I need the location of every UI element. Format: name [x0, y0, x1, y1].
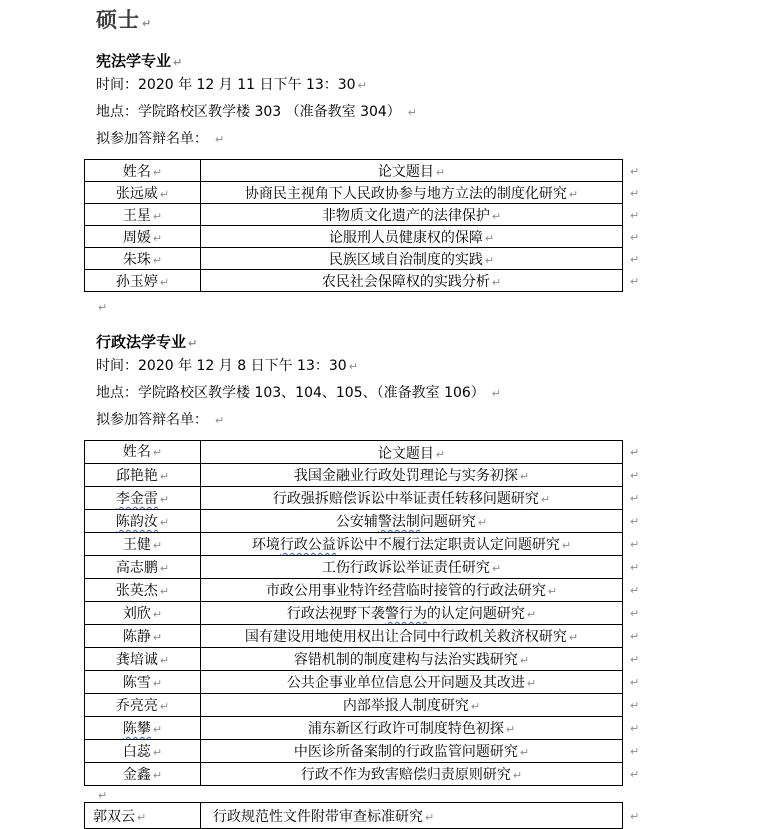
row-end-mark [623, 556, 643, 579]
student-name-cell [85, 803, 201, 829]
row-end-mark [623, 160, 643, 182]
thesis-title-text: 容错机制的制度建构与法治实践研究 [293, 652, 518, 668]
pilcrow-mark: ↵ [159, 275, 170, 289]
page-title-text: 硕士 [96, 8, 140, 32]
thesis-title-text: 论服刑人员健康权的保障 [328, 229, 483, 246]
thesis-title-text: 警法制 [377, 514, 420, 530]
pilcrow-mark: ↵ [159, 700, 170, 713]
table-row [85, 717, 643, 740]
student-name-text: 孙玉婷 [115, 273, 158, 290]
student-name-text: 乔亮亮 [115, 698, 158, 714]
empty-paragraph [96, 292, 758, 319]
thesis-title-text: 协商民主视角下人民政协参与地方立法的制度化研究 [244, 185, 567, 202]
table-row [85, 226, 643, 248]
pilcrow-mark: ↵ [484, 253, 495, 267]
pilcrow-mark: ↵ [630, 676, 640, 689]
header-title-cell [201, 441, 623, 464]
section-heading [96, 333, 758, 353]
pilcrow-mark: ↵ [348, 360, 358, 373]
pilcrow-mark: ↵ [630, 809, 640, 823]
pilcrow-mark: ↵ [630, 515, 640, 528]
student-name-cell [85, 204, 201, 226]
student-name-cell [85, 602, 201, 625]
pilcrow-mark: ↵ [152, 253, 163, 267]
student-name-text: 陈静 [122, 629, 151, 645]
pilcrow-mark: ↵ [630, 722, 640, 735]
student-name-text: 张英杰 [115, 583, 158, 599]
thesis-title-cell [201, 648, 623, 671]
thesis-title-text: 农民社会保障权的实践分析 [321, 273, 490, 290]
pilcrow-mark: ↵ [470, 700, 481, 713]
pilcrow-mark: ↵ [215, 133, 225, 146]
row-end-mark [623, 671, 643, 694]
header-title-text: 论文题目 [377, 446, 434, 462]
table-row [85, 740, 643, 763]
list-label-text: 拟参加答辩名单： [96, 131, 208, 147]
list-label-line [96, 126, 758, 153]
thesis-title-text: 的认定问题研究 [426, 606, 525, 622]
table-row [85, 270, 643, 292]
student-name-cell [85, 464, 201, 487]
student-name-text: 白蕊 [122, 744, 151, 760]
thesis-title-text: 行政不作为致害赔偿归责原则研究 [300, 767, 511, 783]
row-end-mark [623, 270, 643, 292]
thesis-title-text: 问题研究 [419, 514, 476, 530]
thesis-title-text: 中医诊所备案制的行政监管问题研究 [293, 744, 518, 760]
list-label-text: 拟参加答辩名单： [96, 412, 208, 428]
thesis-title-text: 诉讼中不履行法定职责认定问题研究 [335, 537, 560, 553]
thesis-title-text: 国有建设用地使用权出让合同中行政机关救济权研究 [244, 629, 567, 645]
thesis-title-cell [201, 803, 623, 829]
row-end-mark [623, 204, 643, 226]
time-line [96, 353, 758, 380]
table-row [85, 204, 643, 226]
student-name-cell [85, 270, 201, 292]
thesis-title-cell [201, 248, 623, 270]
empty-paragraph [96, 786, 758, 802]
pilcrow-mark: ↵ [512, 769, 523, 782]
table-row [85, 510, 643, 533]
defense-table-administrative [84, 440, 643, 786]
student-name-text: 张远威 [115, 185, 158, 202]
section-heading-text: 宪法学专业 [96, 52, 172, 70]
thesis-title-text: 公安辅 [335, 514, 378, 530]
row-end-mark [623, 763, 643, 786]
pilcrow-mark: ↵ [159, 585, 170, 598]
pilcrow-mark: ↵ [519, 654, 530, 667]
pilcrow-mark: ↵ [630, 492, 640, 505]
row-end-mark [623, 533, 643, 556]
pilcrow-mark: ↵ [152, 539, 163, 552]
student-name-cell [85, 763, 201, 786]
student-name-cell [85, 579, 201, 602]
pilcrow-mark: ↵ [630, 561, 640, 574]
thesis-title-cell [201, 204, 623, 226]
pilcrow-mark: ↵ [519, 746, 530, 759]
pilcrow-mark: ↵ [630, 607, 640, 620]
pilcrow-mark: ↵ [630, 538, 640, 551]
pilcrow-mark: ↵ [435, 448, 446, 461]
thesis-title-text: 工伤行政诉讼举证责任研究 [321, 560, 490, 576]
place-text: 地点：学院路校区教学楼 303 （准备教室 304） [96, 104, 401, 120]
student-name-cell [85, 510, 201, 533]
student-name-cell [85, 556, 201, 579]
student-name-text: 李金雷 [115, 491, 158, 507]
thesis-title-cell [201, 671, 623, 694]
thesis-title-text: 行政强拆赔偿诉讼中举证责任转移问题研究 [272, 491, 539, 507]
row-end-mark [623, 579, 643, 602]
place-line [96, 380, 758, 407]
student-name-cell [85, 533, 201, 556]
row-end-mark [623, 510, 643, 533]
pilcrow-mark: ↵ [159, 470, 170, 483]
pilcrow-mark: ↵ [491, 562, 502, 575]
header-name-cell [85, 441, 201, 464]
row-end-mark [623, 464, 643, 487]
thesis-title-cell [201, 226, 623, 248]
defense-table-constitutional [84, 159, 643, 292]
thesis-title-cell [201, 625, 623, 648]
thesis-title-text: 行政规范性文件附带审查标准研究 [213, 808, 423, 825]
thesis-title-text: 警行为 [384, 606, 427, 622]
thesis-title-text: 市政公用事业特许经营临时接管的行政法研究 [265, 583, 546, 599]
pilcrow-mark: ↵ [159, 516, 170, 529]
pilcrow-mark: ↵ [491, 209, 502, 223]
pilcrow-mark: ↵ [540, 493, 551, 506]
pilcrow-mark: ↵ [152, 631, 163, 644]
student-name-cell [85, 740, 201, 763]
row-end-mark [623, 487, 643, 510]
thesis-title-cell [201, 602, 623, 625]
pilcrow-mark: ↵ [98, 789, 108, 802]
student-name-text: 王星 [122, 207, 151, 224]
pilcrow-mark: ↵ [630, 164, 640, 178]
pilcrow-mark: ↵ [630, 768, 640, 781]
defense-table-overflow [84, 802, 643, 829]
student-name-text: 王健 [122, 537, 151, 553]
pilcrow-mark: ↵ [152, 165, 163, 179]
student-name-cell [85, 625, 201, 648]
row-end-mark [623, 226, 643, 248]
table-row [85, 763, 643, 786]
thesis-title-text: 行政法视野下袭 [286, 606, 385, 622]
pilcrow-mark: ↵ [159, 654, 170, 667]
section-heading [96, 52, 758, 72]
pilcrow-mark: ↵ [425, 810, 435, 824]
pilcrow-mark: ↵ [407, 106, 418, 119]
student-name-text: 龚培诚 [115, 652, 158, 668]
section-constitutional-law [84, 52, 758, 292]
pilcrow-mark: ↵ [630, 745, 640, 758]
student-name-cell [85, 694, 201, 717]
row-end-mark [623, 717, 643, 740]
time-text: 时间：2020 年 12 月 8 日下午 13：30 [96, 358, 347, 374]
pilcrow-mark: ↵ [159, 493, 170, 506]
header-name-text: 姓名 [122, 444, 151, 460]
row-end-mark [623, 648, 643, 671]
thesis-title-cell [201, 510, 623, 533]
section-heading-text: 行政法学专业 [96, 333, 187, 351]
table-row [85, 248, 643, 270]
pilcrow-mark: ↵ [547, 585, 558, 598]
pilcrow-mark: ↵ [152, 677, 163, 690]
table-row [85, 533, 643, 556]
pilcrow-mark: ↵ [152, 746, 163, 759]
pilcrow-mark: ↵ [630, 699, 640, 712]
header-title-text: 论文题目 [377, 163, 434, 180]
pilcrow-mark: ↵ [173, 56, 183, 69]
pilcrow-mark: ↵ [98, 301, 108, 314]
thesis-title-text: 非物质文化遗产的法律保护 [321, 207, 490, 224]
student-name-cell [85, 717, 201, 740]
table-header-row [85, 441, 643, 464]
student-name-cell [85, 182, 201, 204]
pilcrow-mark: ↵ [142, 17, 153, 30]
pilcrow-mark: ↵ [630, 230, 640, 244]
student-name-text: 周媛 [122, 229, 151, 246]
pilcrow-mark: ↵ [630, 630, 640, 643]
pilcrow-mark: ↵ [630, 186, 640, 200]
pilcrow-mark: ↵ [357, 79, 367, 92]
row-end-mark [623, 803, 643, 829]
pilcrow-mark: ↵ [630, 653, 640, 666]
student-name-text: 朱珠 [122, 251, 151, 268]
thesis-title-cell [201, 717, 623, 740]
thesis-title-cell [201, 464, 623, 487]
row-end-mark [623, 602, 643, 625]
pilcrow-mark: ↵ [152, 723, 163, 736]
pilcrow-mark: ↵ [526, 608, 537, 621]
table-row [85, 803, 643, 829]
row-end-mark [623, 694, 643, 717]
list-label-line [96, 407, 758, 434]
pilcrow-mark: ↵ [152, 446, 163, 459]
table-row [85, 602, 643, 625]
thesis-title-cell [201, 270, 623, 292]
table-row [85, 464, 643, 487]
thesis-title-cell [201, 533, 623, 556]
thesis-title-cell [201, 182, 623, 204]
student-name-text: 郭双云 [93, 808, 135, 825]
table-row [85, 625, 643, 648]
pilcrow-mark: ↵ [505, 723, 516, 736]
table-row [85, 182, 643, 204]
pilcrow-mark: ↵ [568, 631, 579, 644]
student-name-text: 金鑫 [122, 767, 151, 783]
student-name-cell [85, 226, 201, 248]
thesis-title-text: 公共企事业单位信息公开问题及其改进 [286, 675, 525, 691]
table-row [85, 579, 643, 602]
pilcrow-mark: ↵ [152, 231, 163, 245]
table-header-row [85, 160, 643, 182]
pilcrow-mark: ↵ [137, 810, 147, 824]
thesis-title-cell [201, 487, 623, 510]
table-row [85, 648, 643, 671]
pilcrow-mark: ↵ [491, 387, 502, 400]
student-name-text: 邱艳艳 [115, 468, 158, 484]
table-row [85, 694, 643, 717]
pilcrow-mark: ↵ [215, 414, 225, 427]
pilcrow-mark: ↵ [435, 165, 446, 179]
pilcrow-mark: ↵ [568, 187, 579, 201]
student-name-text: 陈韵汝 [115, 514, 158, 530]
thesis-title-text: 内部举报人制度研究 [342, 698, 469, 714]
thesis-title-text: 行政公益 [279, 537, 336, 553]
place-line [96, 99, 758, 126]
page-title [96, 8, 758, 36]
pilcrow-mark: ↵ [630, 446, 640, 459]
pilcrow-mark: ↵ [152, 769, 163, 782]
pilcrow-mark: ↵ [152, 608, 163, 621]
pilcrow-mark: ↵ [152, 209, 163, 223]
place-text: 地点：学院路校区教学楼 103、104、105、（准备教室 106） [96, 385, 485, 401]
thesis-title-text: 浦东新区行政许可制度特色初探 [307, 721, 504, 737]
pilcrow-mark: ↵ [630, 252, 640, 266]
pilcrow-mark: ↵ [484, 231, 495, 245]
row-end-mark [623, 182, 643, 204]
student-name-cell [85, 648, 201, 671]
pilcrow-mark: ↵ [630, 584, 640, 597]
thesis-title-cell [201, 763, 623, 786]
student-name-text: 刘欣 [122, 606, 151, 622]
row-end-mark [623, 248, 643, 270]
pilcrow-mark: ↵ [630, 274, 640, 288]
time-line [96, 72, 758, 99]
student-name-text: 高志鹏 [115, 560, 158, 576]
pilcrow-mark: ↵ [491, 275, 502, 289]
row-end-mark [623, 441, 643, 464]
student-name-text: 陈雪 [122, 675, 151, 691]
row-end-mark [623, 740, 643, 763]
pilcrow-mark: ↵ [630, 469, 640, 482]
student-name-text: 陈攀 [122, 721, 151, 737]
pilcrow-mark: ↵ [159, 187, 170, 201]
student-name-cell [85, 671, 201, 694]
student-name-cell [85, 248, 201, 270]
row-end-mark [623, 625, 643, 648]
thesis-title-text: 民族区域自治制度的实践 [328, 251, 483, 268]
table-row [85, 671, 643, 694]
pilcrow-mark: ↵ [477, 516, 488, 529]
thesis-title-text: 环境 [251, 537, 280, 553]
pilcrow-mark: ↵ [561, 539, 572, 552]
pilcrow-mark: ↵ [526, 677, 537, 690]
thesis-title-cell [201, 556, 623, 579]
thesis-title-text: 我国金融业行政处罚理论与实务初探 [293, 468, 518, 484]
pilcrow-mark: ↵ [159, 562, 170, 575]
student-name-cell [85, 487, 201, 510]
table-row [85, 556, 643, 579]
thesis-title-cell [201, 740, 623, 763]
time-text: 时间：2020 年 12 月 11 日下午 13：30 [96, 77, 356, 93]
pilcrow-mark: ↵ [630, 208, 640, 222]
header-name-text: 姓名 [122, 163, 151, 180]
thesis-title-cell [201, 579, 623, 602]
header-title-cell [201, 160, 623, 182]
table-row [85, 487, 643, 510]
header-name-cell [85, 160, 201, 182]
section-administrative-law [84, 333, 758, 786]
pilcrow-mark: ↵ [188, 337, 198, 350]
thesis-title-cell [201, 694, 623, 717]
pilcrow-mark: ↵ [519, 470, 530, 483]
